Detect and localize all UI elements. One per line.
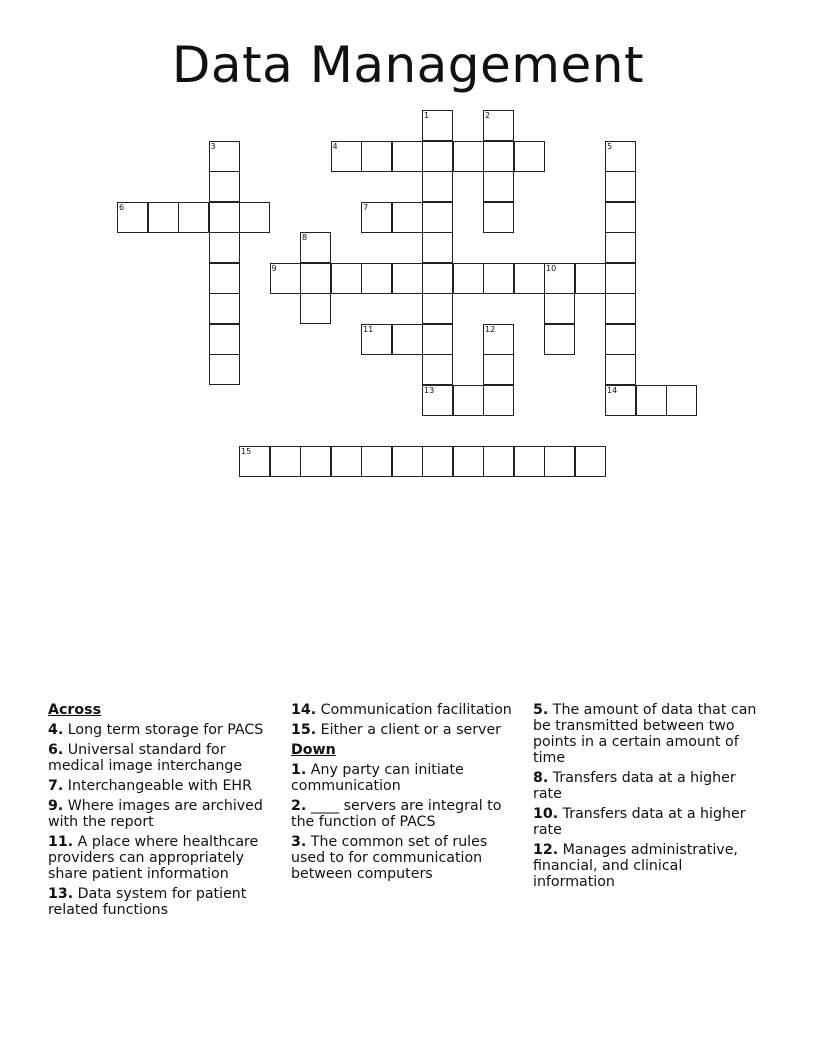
cell-number: 4 <box>332 141 338 151</box>
grid-cell[interactable] <box>575 263 606 294</box>
grid-cell[interactable] <box>239 202 270 233</box>
grid-cell[interactable] <box>544 324 575 355</box>
grid-cell[interactable] <box>544 263 575 294</box>
grid-cell[interactable] <box>544 446 575 477</box>
clue-number: 9. <box>48 798 64 814</box>
grid-cell[interactable] <box>483 110 514 141</box>
grid-cell[interactable] <box>361 263 392 294</box>
clue-text: Transfers data at a higher rate <box>533 806 746 838</box>
grid-cell[interactable] <box>422 141 453 172</box>
grid-cell[interactable] <box>392 324 423 355</box>
grid-cell[interactable] <box>514 263 545 294</box>
clue-number: 10. <box>533 806 559 822</box>
grid-cell[interactable] <box>209 171 240 202</box>
cell-number: 5 <box>607 141 613 151</box>
grid-cell[interactable] <box>453 446 484 477</box>
grid-cell[interactable] <box>605 232 636 263</box>
clue-number: 3. <box>291 834 307 850</box>
grid-cell[interactable] <box>117 202 148 233</box>
cell-number: 1 <box>424 111 430 120</box>
grid-cell[interactable] <box>270 446 301 477</box>
across-header: Across <box>48 702 102 718</box>
cell-number: 13 <box>424 385 435 395</box>
clue-across-6 <box>48 742 280 774</box>
puzzle-title: Data Management <box>171 36 645 94</box>
clue-text: The amount of data that can be transmitted between two points in a certain amount of time <box>533 702 757 766</box>
grid-cell[interactable] <box>453 141 484 172</box>
clue-across-11 <box>48 834 280 882</box>
grid-cell[interactable] <box>392 141 423 172</box>
grid-cell[interactable] <box>666 385 697 416</box>
clue-number: 5. <box>533 702 549 718</box>
cell-number: 9 <box>271 263 277 273</box>
grid-cell[interactable] <box>422 385 453 416</box>
cell-number: 14 <box>607 385 618 395</box>
grid-cell[interactable] <box>239 446 270 477</box>
grid-cell[interactable] <box>392 263 423 294</box>
grid-cell[interactable] <box>392 202 423 233</box>
grid-cell[interactable] <box>300 446 331 477</box>
clue-text: Manages administrative, financial, and clinical information <box>533 842 738 890</box>
grid-cell[interactable] <box>209 202 240 233</box>
grid-cell[interactable] <box>483 141 514 172</box>
clue-text: Universal standard for medical image interchange <box>48 742 243 774</box>
grid-cell[interactable] <box>392 446 423 477</box>
clues-column-3 <box>533 702 765 894</box>
grid-cell[interactable] <box>178 202 209 233</box>
cell-number: 2 <box>485 111 491 120</box>
clue-number: 6. <box>48 742 64 758</box>
clue-number: 13. <box>48 886 74 902</box>
clue-down-10 <box>533 806 765 838</box>
clue-across-9 <box>48 798 280 830</box>
clue-number: 12. <box>533 842 559 858</box>
clue-number: 8. <box>533 770 549 786</box>
clue-number: 2. <box>291 798 307 814</box>
grid-cell[interactable] <box>422 202 453 233</box>
clue-text: Any party can initiate communication <box>291 762 464 794</box>
clue-down-3 <box>291 834 523 882</box>
grid-cell[interactable] <box>361 446 392 477</box>
clue-number: 1. <box>291 762 307 778</box>
clue-down-5 <box>533 702 765 766</box>
grid-cell[interactable] <box>453 263 484 294</box>
grid-cell[interactable] <box>605 385 636 416</box>
clue-text: Communication facilitation <box>320 702 512 718</box>
grid-cell[interactable] <box>331 263 362 294</box>
cell-number: 15 <box>241 446 252 456</box>
grid-cell[interactable] <box>209 141 240 172</box>
clues-column-1 <box>48 702 280 922</box>
grid-cell[interactable] <box>514 446 545 477</box>
clue-down-12 <box>533 842 765 890</box>
clue-text: The common set of rules used to for communication between computers <box>291 834 488 882</box>
clue-number: 14. <box>291 702 317 718</box>
grid-cell[interactable] <box>148 202 179 233</box>
grid-cell[interactable] <box>209 263 240 294</box>
grid-cell[interactable] <box>422 354 453 385</box>
grid-cell[interactable] <box>544 293 575 324</box>
clue-number: 4. <box>48 722 64 738</box>
grid-cell[interactable] <box>605 324 636 355</box>
clue-across-4 <box>48 722 280 738</box>
clue-text: Either a client or a server <box>320 722 502 738</box>
grid-cell[interactable] <box>422 446 453 477</box>
clue-down-2 <box>291 798 523 830</box>
grid-cell[interactable] <box>361 141 392 172</box>
clue-number: 7. <box>48 778 64 794</box>
grid-cell[interactable] <box>605 354 636 385</box>
clue-number: 11. <box>48 834 74 850</box>
grid-cell[interactable] <box>575 446 606 477</box>
clue-across-15 <box>291 722 523 738</box>
cell-number: 6 <box>119 202 125 212</box>
grid-cell[interactable] <box>483 354 514 385</box>
clue-text: Data system for patient related functions <box>48 886 247 918</box>
grid-cell[interactable] <box>422 171 453 202</box>
grid-cell[interactable] <box>483 171 514 202</box>
cell-number: 8 <box>302 233 308 242</box>
clue-across-7 <box>48 778 280 794</box>
grid-cell[interactable] <box>422 263 453 294</box>
clue-across-13 <box>48 886 280 918</box>
grid-cell[interactable] <box>453 385 484 416</box>
grid-cell[interactable] <box>514 141 545 172</box>
clue-text: Long term storage for PACS <box>67 722 264 738</box>
clue-text: Interchangeable with EHR <box>67 778 252 794</box>
clue-down-8 <box>533 770 765 802</box>
grid-cell[interactable] <box>209 232 240 263</box>
grid-cell[interactable] <box>331 141 362 172</box>
clue-text: Where images are archived with the report <box>48 798 263 830</box>
grid-cell[interactable] <box>483 202 514 233</box>
grid-cell[interactable] <box>605 263 636 294</box>
cell-number: 3 <box>210 141 216 151</box>
clue-text: ____ servers are integral to the function of PACS <box>291 798 502 830</box>
grid-cell[interactable] <box>422 324 453 355</box>
grid-cell[interactable] <box>209 293 240 324</box>
crossword-grid <box>0 0 816 500</box>
cell-number: 7 <box>363 202 369 212</box>
grid-cell[interactable] <box>636 385 667 416</box>
clue-text: A place where healthcare providers can appropriately share patient information <box>48 834 259 882</box>
grid-cell[interactable] <box>361 202 392 233</box>
grid-cell[interactable] <box>300 263 331 294</box>
grid-cell[interactable] <box>300 293 331 324</box>
grid-cell[interactable] <box>422 293 453 324</box>
grid-cell[interactable] <box>483 263 514 294</box>
grid-cell[interactable] <box>483 385 514 416</box>
grid-cell[interactable] <box>209 324 240 355</box>
grid-cell[interactable] <box>361 324 392 355</box>
grid-cell[interactable] <box>300 232 331 263</box>
grid-cell[interactable] <box>483 446 514 477</box>
clue-across-14 <box>291 702 523 718</box>
grid-cell[interactable] <box>422 232 453 263</box>
grid-cell[interactable] <box>209 354 240 385</box>
clue-text: Transfers data at a higher rate <box>533 770 736 802</box>
cell-number: 12 <box>485 324 496 334</box>
clues-column-2 <box>291 702 523 886</box>
grid-cell[interactable] <box>605 293 636 324</box>
grid-cell[interactable] <box>331 446 362 477</box>
grid-cell[interactable] <box>483 324 514 355</box>
clue-number: 15. <box>291 722 317 738</box>
cell-number: 10 <box>546 263 557 273</box>
grid-cell[interactable] <box>270 263 301 294</box>
grid-cell[interactable] <box>605 171 636 202</box>
cell-number: 11 <box>363 324 374 334</box>
grid-cell[interactable] <box>605 202 636 233</box>
grid-cell[interactable] <box>605 141 636 172</box>
down-header: Down <box>291 742 336 758</box>
grid-cell[interactable] <box>422 110 453 141</box>
clue-down-1 <box>291 762 523 794</box>
